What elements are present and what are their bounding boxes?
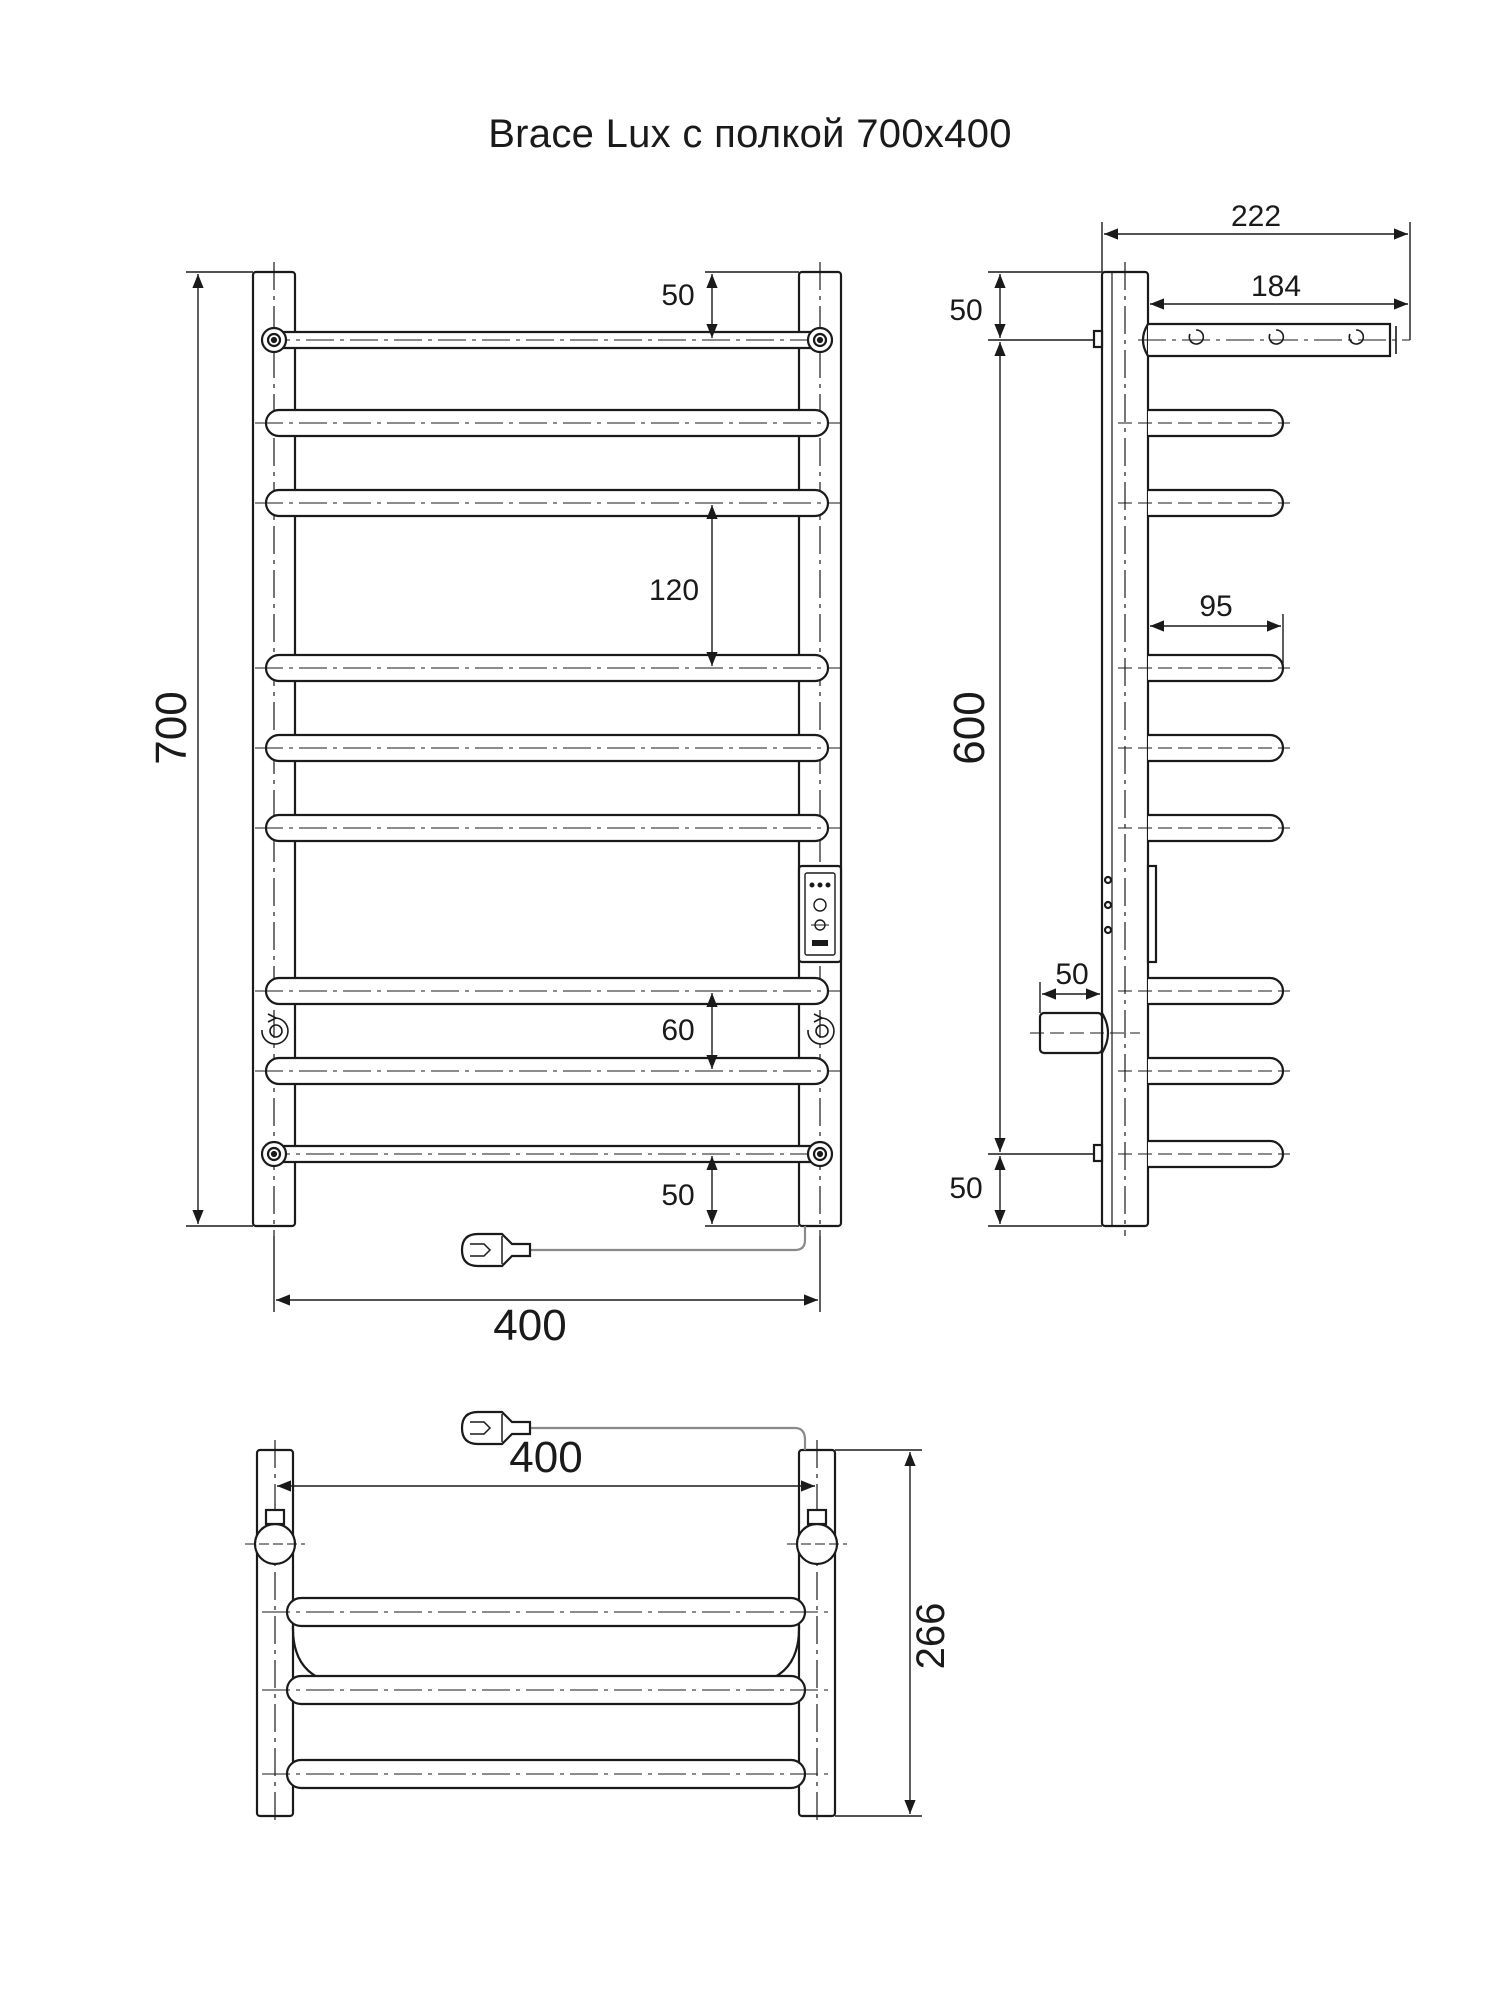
- top-shelf: [262, 1598, 830, 1788]
- tube-7: [255, 1058, 840, 1084]
- dim-line-700: [186, 272, 253, 1226]
- mount-bracket-icon: [808, 328, 832, 352]
- top-bar: [262, 332, 832, 348]
- dim-label-bottom-50: 50: [661, 1179, 695, 1212]
- dim-label-heater-50: 50: [1055, 958, 1089, 991]
- dim-label-side-top-50: 50: [949, 294, 983, 327]
- dim-label-266: 266: [909, 1602, 953, 1670]
- power-cable: [530, 1226, 805, 1250]
- side-view: [988, 222, 1410, 1236]
- dim-line-top-50: [705, 272, 799, 338]
- dim-label-700: 700: [147, 691, 196, 765]
- plug-icon: [462, 1234, 530, 1266]
- dim-label-60: 60: [661, 1014, 695, 1047]
- dim-label-120: 120: [648, 574, 700, 607]
- side-shelf: [1138, 324, 1410, 356]
- mount-bracket-icon: [245, 1510, 305, 1564]
- dim-line-bottom-50: [705, 1156, 799, 1226]
- dim-label-top-50: 50: [661, 279, 695, 312]
- dim-label-side-bottom-50: 50: [949, 1172, 983, 1205]
- page-title: Brace Lux с полкой 700х400: [488, 112, 1012, 156]
- mount-bracket-icon: [808, 1142, 832, 1166]
- dim-label-95: 95: [1199, 590, 1233, 623]
- dim-label-600: 600: [945, 691, 994, 765]
- top-view: [245, 1412, 922, 1826]
- tube-3: [255, 655, 840, 681]
- tube-6: [255, 978, 840, 1004]
- tube-1: [255, 410, 840, 436]
- mount-bracket-icon: [262, 1142, 286, 1166]
- control-panel-icon: [799, 866, 841, 962]
- tube-5: [255, 815, 840, 841]
- dim-label-400: 400: [493, 1301, 567, 1350]
- mount-bracket-icon: [787, 1510, 847, 1564]
- dim-label-184: 184: [1250, 270, 1302, 303]
- mount-bracket-icon: [262, 328, 286, 352]
- dim-line-side-bottom-50: [988, 1156, 1102, 1226]
- bottom-bar: [262, 1146, 832, 1162]
- tube-2: [255, 490, 840, 516]
- dim-line-side-top-50: [988, 272, 1102, 340]
- side-upright: [1102, 262, 1148, 1236]
- dim-label-top-400: 400: [509, 1433, 583, 1482]
- dim-label-222: 222: [1230, 200, 1282, 233]
- tube-4: [255, 735, 840, 761]
- front-view: [186, 262, 841, 1312]
